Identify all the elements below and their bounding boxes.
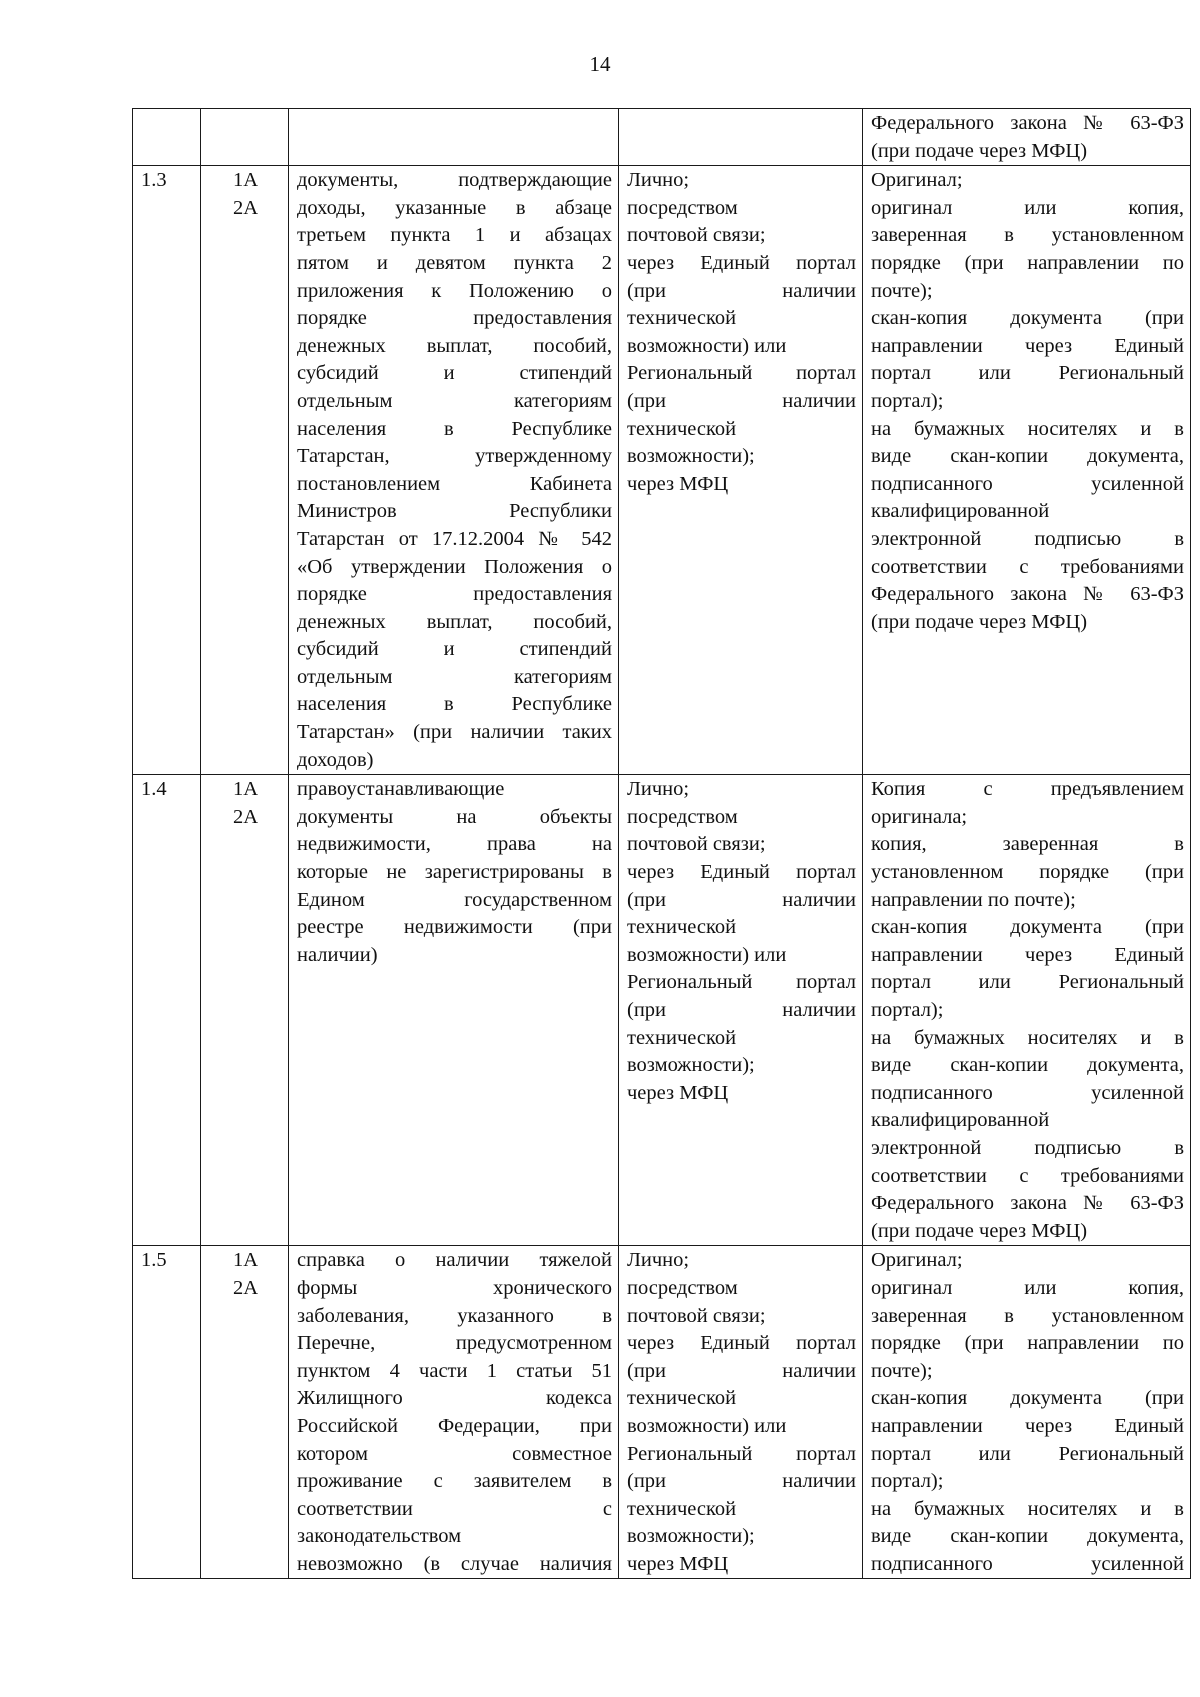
submission-method-line: через МФЦ: [627, 1081, 729, 1104]
row-number: 1.4: [141, 778, 167, 801]
document-form-line: на бумажных носителях и в: [871, 1497, 1184, 1520]
submission-method-cell: [619, 109, 863, 166]
submission-method-line: (при наличии: [627, 1470, 856, 1493]
document-form-line: копия, заверенная в: [871, 833, 1184, 856]
document-name-line: котором совместное: [297, 1442, 612, 1465]
category-codes-cell: [201, 1246, 289, 1579]
submission-method-line: возможности);: [627, 1525, 755, 1548]
submission-method-line: (при наличии: [627, 888, 856, 911]
submission-method-line: почтовой связи;: [627, 1304, 766, 1327]
document-name-line: Татарстан от 17.12.2004 № 542: [297, 527, 612, 550]
table-row: [133, 109, 1191, 166]
document-name-line: Министров Республики: [297, 500, 612, 523]
submission-method-line: возможности) или: [627, 943, 787, 966]
document-name-line: третьем пункта 1 и абзацах: [297, 224, 612, 247]
document-name-line: законодательством: [297, 1525, 462, 1548]
document-form-line: виде скан-копии документа,: [871, 445, 1184, 468]
submission-method-line: (при наличии: [627, 279, 856, 302]
document-form-line: Оригинал;: [871, 169, 963, 192]
submission-method-line: Лично;: [627, 778, 690, 801]
document-name-cell: [289, 166, 619, 775]
document-form-line: портал);: [871, 1470, 944, 1493]
submission-method-line: почтовой связи;: [627, 833, 766, 856]
document-form-line: Копия с предъявлением: [871, 778, 1184, 801]
document-form-line: квалифицированной: [871, 500, 1050, 523]
document-form-line: почте);: [871, 279, 933, 302]
submission-method-line: Лично;: [627, 169, 690, 192]
document-name-line: отдельным категориям: [297, 665, 612, 688]
document-form-line: Оригинал;: [871, 1249, 963, 1272]
category-code: 2А: [232, 1276, 259, 1299]
submission-method-line: Региональный портал: [627, 1442, 856, 1465]
submission-method-line: технической: [627, 1497, 737, 1520]
document-name-line: документы на объекты: [297, 805, 612, 828]
document-form-line: почте);: [871, 1359, 933, 1382]
document-form-cell: [863, 775, 1191, 1246]
document-name-cell: [289, 775, 619, 1246]
document-form-line: подписанного усиленной: [871, 1552, 1184, 1575]
document-form-line: направлении через Единый: [871, 943, 1184, 966]
document-name-line: населения в Республике: [297, 417, 612, 440]
document-form-line: (при подаче через МФЦ): [871, 1219, 1088, 1242]
document-form-line: виде скан-копии документа,: [871, 1525, 1184, 1548]
document-name-line: порядке предоставления: [297, 583, 612, 606]
document-name-line: проживание с заявителем в: [297, 1470, 612, 1493]
category-code: 1А: [232, 778, 259, 801]
submission-method-cell: [619, 1246, 863, 1579]
document-name-line: денежных выплат, пособий,: [297, 610, 612, 633]
document-name-line: отдельным категориям: [297, 389, 612, 412]
submission-method-line: технической: [627, 1387, 737, 1410]
submission-method-line: возможности) или: [627, 334, 787, 357]
document-name-line: соответствии с: [297, 1497, 612, 1520]
document-form-line: (при подаче через МФЦ): [871, 139, 1088, 162]
document-form-line: скан-копия документа (при: [871, 1387, 1184, 1410]
submission-method-line: возможности) или: [627, 1414, 787, 1437]
row-number-cell: [133, 166, 201, 775]
document-form-line: подписанного усиленной: [871, 1081, 1184, 1104]
document-name-line: Перечне, предусмотренном: [297, 1332, 612, 1355]
document-form-cell: [863, 109, 1191, 166]
submission-method-line: Региональный портал: [627, 971, 856, 994]
row-number-cell: [133, 1246, 201, 1579]
document-name-line: доходы, указанные в абзаце: [297, 196, 612, 219]
document-form-line: соответствии с требованиями: [871, 1164, 1184, 1187]
submission-method-line: технической: [627, 417, 737, 440]
document-form-line: портал);: [871, 999, 944, 1021]
submission-method-line: посредством: [627, 1276, 738, 1299]
document-name-line: порядке предоставления: [297, 307, 612, 330]
document-name-cell: [289, 1246, 619, 1579]
category-code: 1А: [232, 1249, 259, 1272]
row-number: 1.5: [141, 1249, 167, 1272]
document-name-line: пятом и девятом пункта 2: [297, 251, 612, 274]
submission-method-cell: [619, 166, 863, 775]
document-name-line: субсидий и стипендий: [297, 362, 612, 385]
document-name-line: «Об утверждении Положения о: [297, 555, 612, 578]
submission-method-line: технической: [627, 307, 737, 330]
document-name-line: которые не зарегистрированы в: [297, 861, 612, 884]
category-codes-cell: [201, 166, 289, 775]
submission-method-line: возможности);: [627, 445, 755, 468]
submission-method-line: (при наличии: [627, 1359, 856, 1382]
submission-method-line: через Единый портал: [627, 861, 856, 884]
document-form-line: порядке (при направлении по: [871, 1332, 1184, 1355]
document-name-line: Едином государственном: [297, 888, 612, 911]
document-form-line: порядке (при направлении по: [871, 251, 1184, 274]
category-code: 2А: [232, 196, 259, 219]
document-form-line: направлении через Единый: [871, 334, 1184, 357]
document-name-line: доходов): [297, 748, 374, 771]
document-form-line: Федерального закона № 63-ФЗ: [871, 1192, 1184, 1215]
submission-method-line: (при наличии: [627, 999, 856, 1021]
document-form-cell: [863, 1246, 1191, 1579]
submission-method-line: Лично;: [627, 1249, 690, 1272]
document-form-line: на бумажных носителях и в: [871, 417, 1184, 440]
document-name-line: населения в Республике: [297, 693, 612, 716]
documents-table-body: [133, 109, 1191, 1579]
document-name-line: Татарстан» (при наличии таких: [297, 721, 612, 744]
document-name-line: субсидий и стипендий: [297, 638, 612, 661]
document-form-line: квалифицированной: [871, 1109, 1050, 1132]
document-name-line: реестре недвижимости (при: [297, 916, 612, 939]
document-name-line: правоустанавливающие: [297, 778, 505, 801]
submission-method-line: через Единый портал: [627, 251, 856, 274]
document-form-line: Федерального закона № 63-ФЗ: [871, 583, 1184, 606]
document-form-cell: [863, 166, 1191, 775]
document-form-line: оригинала;: [871, 805, 968, 828]
document-name-cell: [289, 109, 619, 166]
document-name-line: недвижимости, права на: [297, 833, 612, 856]
document-name-line: приложения к Положению о: [297, 279, 612, 302]
document-name-line: заболевания, указанного в: [297, 1304, 612, 1327]
document-form-line: направлении через Единый: [871, 1414, 1184, 1437]
document-form-line: оригинал или копия,: [871, 196, 1184, 219]
category-codes-cell: [201, 109, 289, 166]
document-form-line: портал или Региональный: [871, 971, 1184, 994]
document-form-line: направлении по почте);: [871, 888, 1076, 911]
document-name-line: невозможно (в случае наличия: [297, 1552, 612, 1575]
submission-method-line: технической: [627, 1026, 737, 1049]
document-form-line: скан-копия документа (при: [871, 916, 1184, 939]
submission-method-line: через Единый портал: [627, 1332, 856, 1355]
submission-method-line: (при наличии: [627, 389, 856, 412]
document-form-line: (при подаче через МФЦ): [871, 610, 1088, 633]
document-form-line: электронной подписью в: [871, 1136, 1184, 1159]
document-form-line: скан-копия документа (при: [871, 307, 1184, 330]
submission-method-line: посредством: [627, 196, 738, 219]
document-form-line: соответствии с требованиями: [871, 555, 1184, 578]
document-form-line: установленном порядке (при: [871, 861, 1184, 884]
document-name-line: документы, подтверждающие: [297, 169, 612, 192]
row-number-cell: [133, 109, 201, 166]
document-name-line: Российской Федерации, при: [297, 1414, 612, 1437]
document-form-line: портал);: [871, 389, 944, 412]
document-form-line: подписанного усиленной: [871, 472, 1184, 495]
document-form-line: заверенная в установленном: [871, 224, 1184, 247]
page-number: 14: [589, 52, 611, 76]
document-form-line: оригинал или копия,: [871, 1276, 1184, 1299]
document-name-line: пунктом 4 части 1 статьи 51: [297, 1359, 612, 1382]
submission-method-line: технической: [627, 916, 737, 939]
submission-method-line: через МФЦ: [627, 472, 729, 495]
document-form-line: портал или Региональный: [871, 362, 1184, 385]
category-codes-cell: [201, 775, 289, 1246]
category-code: 1А: [232, 169, 259, 192]
document-name-line: Татарстан, утвержденному: [297, 445, 612, 468]
category-code: 2А: [232, 805, 259, 828]
row-number-cell: [133, 775, 201, 1246]
document-form-line: портал или Региональный: [871, 1442, 1184, 1465]
document-name-line: Жилищного кодекса: [297, 1387, 612, 1410]
documents-table: [132, 108, 1191, 1579]
document-form-line: электронной подписью в: [871, 527, 1184, 550]
table-row: [133, 166, 1191, 775]
submission-method-line: через МФЦ: [627, 1552, 729, 1575]
submission-method-line: почтовой связи;: [627, 224, 766, 247]
submission-method-line: возможности);: [627, 1054, 755, 1077]
document-form-line: Федерального закона № 63-ФЗ: [871, 112, 1184, 134]
document-form-line: заверенная в установленном: [871, 1304, 1184, 1327]
document-form-line: виде скан-копии документа,: [871, 1054, 1184, 1077]
document-name-line: постановлением Кабинета: [297, 472, 612, 495]
document-form-line: на бумажных носителях и в: [871, 1026, 1184, 1049]
document-name-line: формы хронического: [297, 1276, 612, 1299]
table-row: [133, 775, 1191, 1246]
row-number: 1.3: [141, 169, 167, 192]
document-name-line: наличии): [297, 943, 378, 966]
submission-method-line: посредством: [627, 805, 738, 828]
table-row: [133, 1246, 1191, 1579]
document-name-line: справка о наличии тяжелой: [297, 1249, 612, 1272]
submission-method-cell: [619, 775, 863, 1246]
submission-method-line: Региональный портал: [627, 362, 856, 385]
document-name-line: денежных выплат, пособий,: [297, 334, 612, 357]
